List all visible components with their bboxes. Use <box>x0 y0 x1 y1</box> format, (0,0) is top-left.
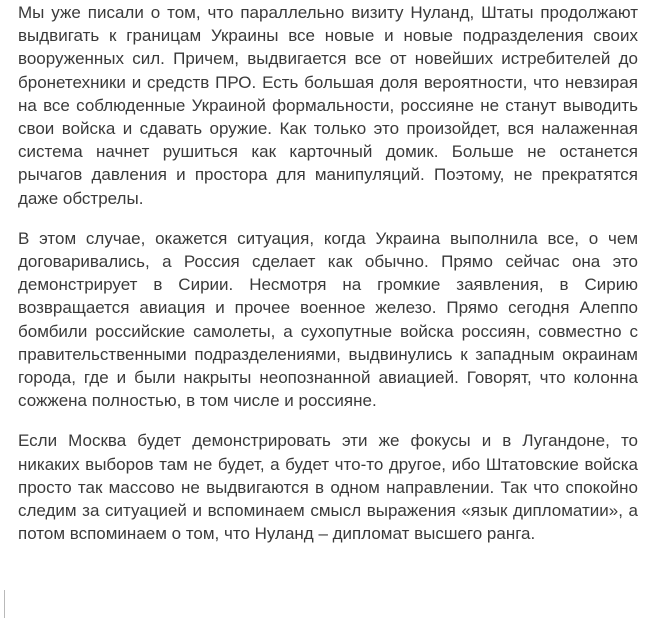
left-border-divider <box>4 590 5 618</box>
article-paragraph: Мы уже писали о том, что параллельно визиту Нуланд, Штаты продолжают выдвигать к границам Украины все новые и новые подразделения своих вооруженных сил. Причем, выдвигается все от новейших истребителей до бронетехники и средств ПРО. Есть большая доля вероятности, что невзирая на все соблюденные Украиной формальности, россияне не станут выводить свои войска и сдавать оружие. Как только это произойдет, вся налаженная система начнет рушиться как карточный домик. Больше не останется рычагов давления и простора для манипуляций. Поэтому, не прекратятся даже обстрелы. <box>18 3 638 208</box>
article-paragraph: В этом случае, окажется ситуация, когда Украина выполнила все, о чем договаривались, а Россия сделает как обычно. Прямо сейчас она это демонстрирует в Сирии. Несмотря на громкие заявления, в Сирию возвращается авиация и прочее военное железо. Прямо сегодня Алеппо бомбили российские самолеты, а сухопутные войска россиян, совместно с правительственными подразделениями, выдвинулись к западным окраинам города, где и были накрыты неопознанной авиацией. Говорят, что колонна сожжена полностью, в том числе и россияне. <box>18 228 638 411</box>
article-paragraph: Если Москва будет демонстрировать эти же фокусы и в Лугандоне, то никаких выборов там не будет, а будет что-то другое, ибо Штатовские войска просто так массово не выдвигаются в одном направлении. Так что спокойно следим за ситуацией и вспоминаем смысл выражения «язык дипломатии», а потом вспоминаем о том, что Нуланд – дипломат высшего ранга. <box>18 431 638 544</box>
article-body <box>4 1 644 562</box>
